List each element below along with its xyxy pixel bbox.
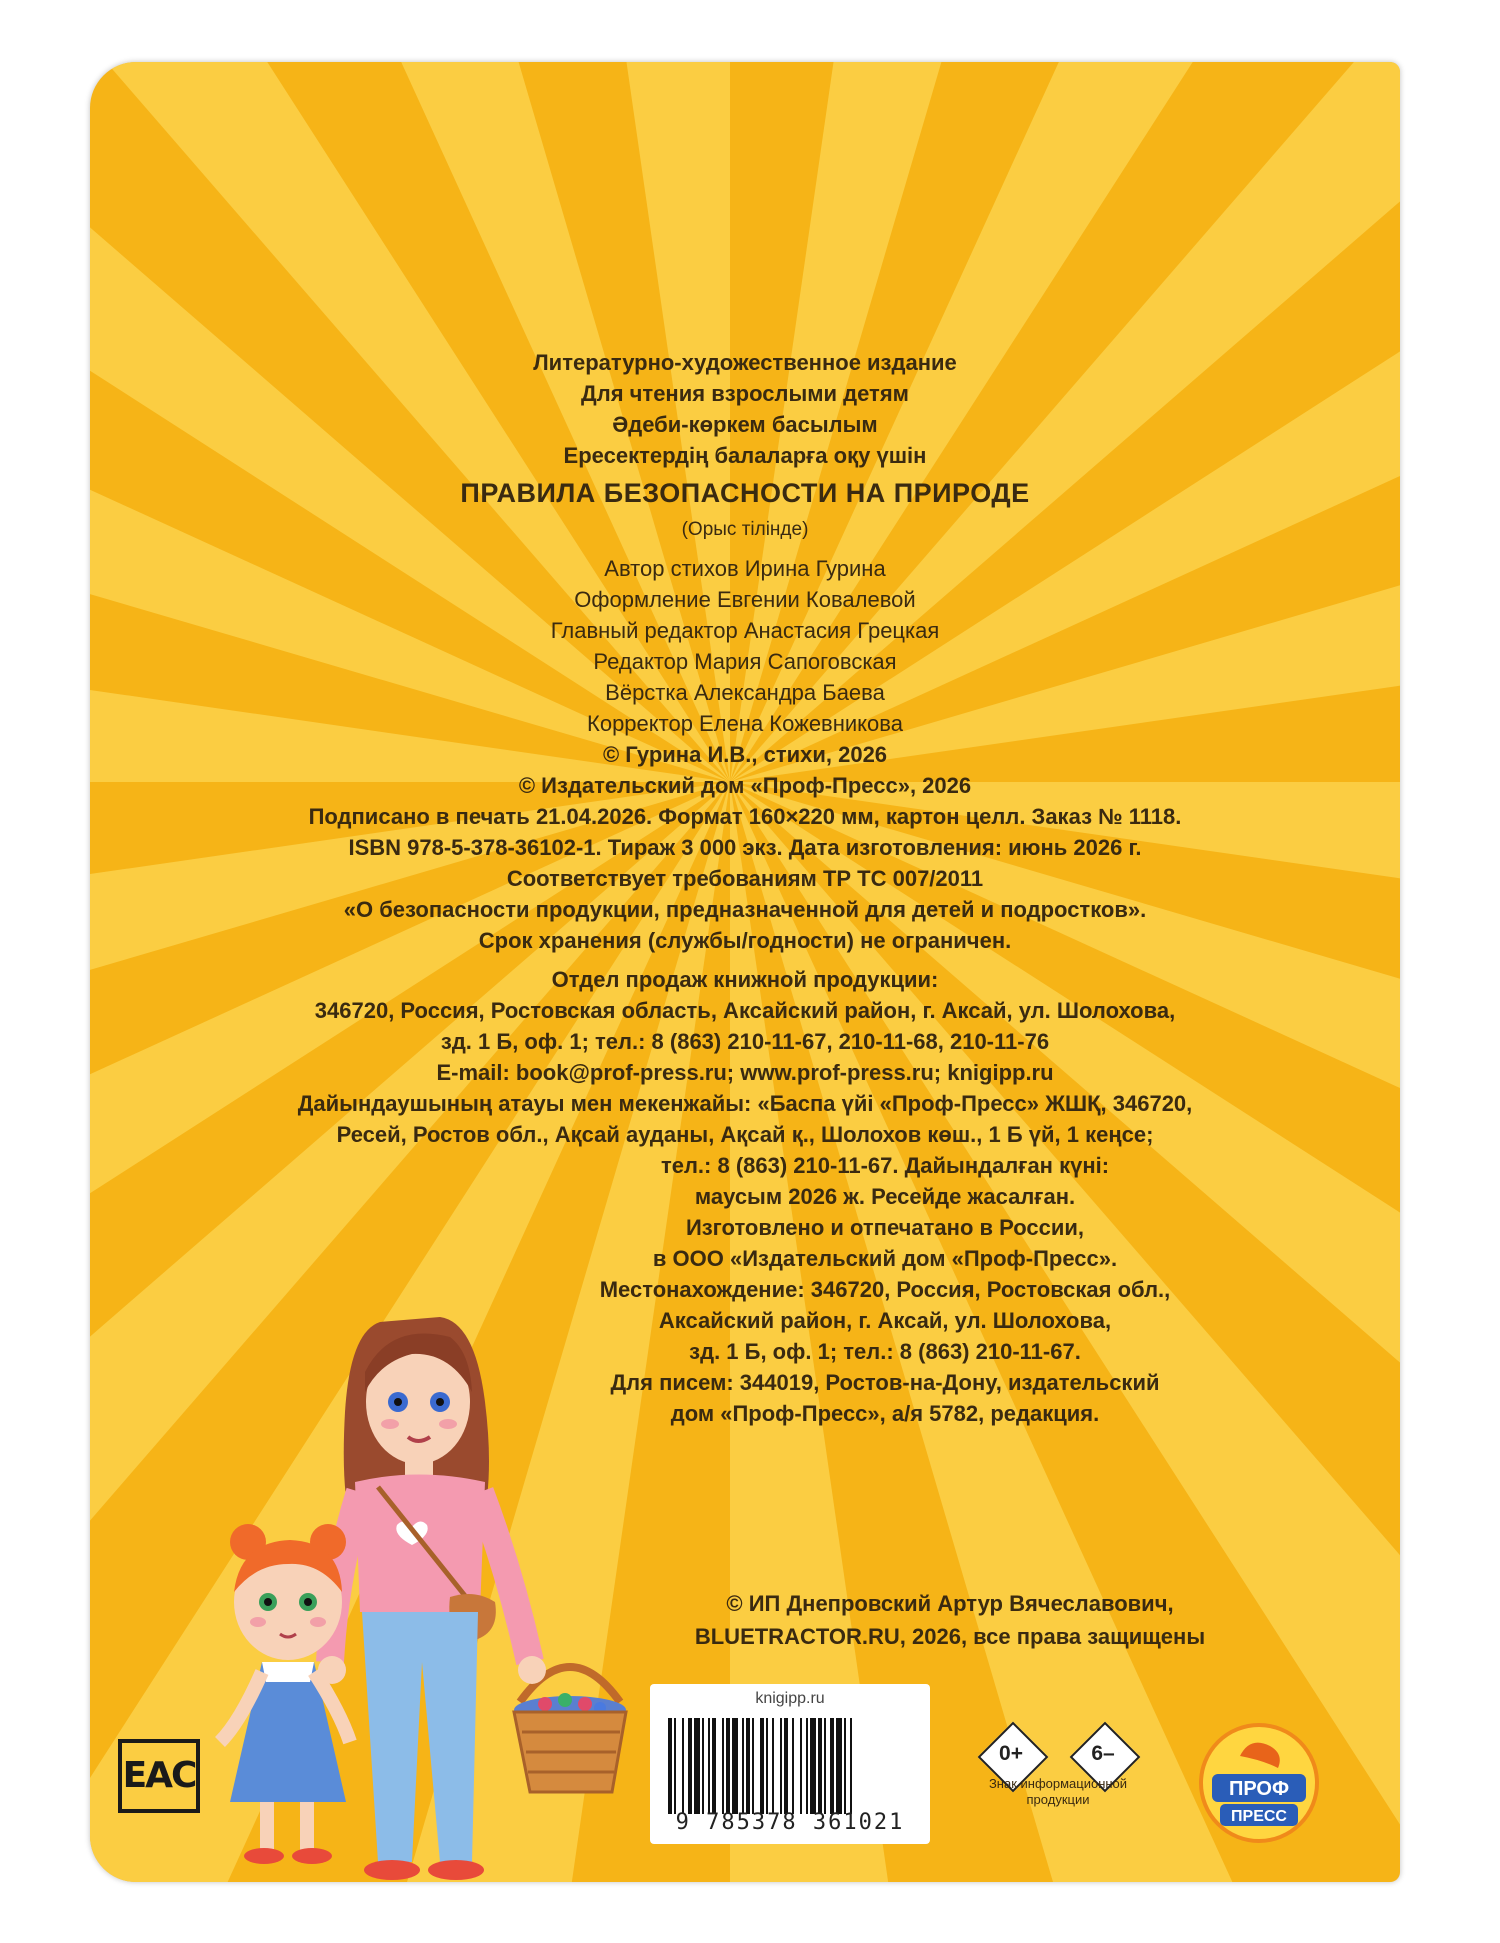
barcode-bar bbox=[708, 1718, 710, 1814]
logo-bottom-text: ПРЕСС bbox=[1231, 1808, 1287, 1825]
barcode-bar bbox=[844, 1718, 846, 1814]
barcode-bar bbox=[784, 1718, 788, 1814]
storage-line: Срок хранения (службы/годности) не ограничен. bbox=[478, 928, 1012, 953]
barcode-bar bbox=[800, 1718, 802, 1814]
letters-address-2: дом «Проф-Пресс», а/я 5782, редакция. bbox=[670, 1401, 1100, 1426]
barcode-site: knigipp.ru bbox=[755, 1690, 825, 1707]
credit-author: Автор стихов Ирина Гурина bbox=[604, 556, 886, 581]
copyright-poems: © Гурина И.В., стихи, 2026 bbox=[602, 742, 888, 767]
barcode-bar bbox=[712, 1718, 716, 1814]
barcode-bar bbox=[760, 1718, 764, 1814]
kz-manufacturer-4: маусым 2026 ж. Ресейде жасалған. bbox=[694, 1184, 1076, 1209]
barcode-number: 9 785378 361021 bbox=[675, 1810, 905, 1835]
book-title: ПРАВИЛА БЕЗОПАСНОСТИ НА ПРИРОДЕ bbox=[460, 478, 1030, 508]
mother-and-daughter-illustration bbox=[150, 1242, 670, 1882]
barcode bbox=[650, 1684, 930, 1844]
print-details: Подписано в печать 21.04.2026. Формат 160×220 мм, картон целл. Заказ № 1118. bbox=[308, 804, 1182, 829]
made-in-2: в ООО «Издательский дом «Проф-Пресс». bbox=[652, 1246, 1118, 1271]
barcode-bar bbox=[792, 1718, 794, 1814]
mother-figure bbox=[318, 1317, 546, 1880]
barcode-bar bbox=[752, 1718, 754, 1814]
barcode-bar bbox=[702, 1718, 704, 1814]
barcode-bar bbox=[746, 1718, 750, 1814]
barcode-bar bbox=[682, 1718, 684, 1814]
illustration-copyright-line1: © ИП Днепровский Артур Вячеславович, bbox=[726, 1591, 1174, 1616]
barcode-bar bbox=[668, 1718, 672, 1814]
barcode-bars bbox=[666, 1718, 914, 1814]
sales-heading: Отдел продаж книжной продукции: bbox=[551, 967, 939, 992]
kz-manufacturer-1: Дайындаушының атауы мен мекенжайы: «Баспа үйі «Проф-Пресс» ЖШҚ, 346720, bbox=[297, 1091, 1193, 1116]
eac-mark: ЕАС bbox=[118, 1739, 200, 1813]
barcode-bar bbox=[766, 1718, 768, 1814]
credit-chief-editor: Главный редактор Анастасия Грецкая bbox=[550, 618, 940, 643]
illustration-copyright bbox=[630, 1587, 1270, 1653]
barcode-bar bbox=[674, 1718, 676, 1814]
barcode-bar bbox=[836, 1718, 842, 1814]
sales-address-2: зд. 1 Б, оф. 1; тел.: 8 (863) 210-11-67, 210-11-68, 210-11-76 bbox=[440, 1029, 1050, 1054]
reading-note-kz: Ересектердің балаларға оқу үшін bbox=[563, 443, 927, 468]
prof-press-logo bbox=[1198, 1722, 1320, 1844]
barcode-bar bbox=[824, 1718, 826, 1814]
sales-contacts: E-mail: book@prof-press.ru; www.prof-press.ru; knigipp.ru bbox=[436, 1060, 1054, 1085]
age-rating-6-label: 6– bbox=[1091, 1742, 1115, 1765]
letters-address-1: Для писем: 344019, Ростов-на-Дону, издательский bbox=[610, 1370, 1160, 1395]
age-rating-0-label: 0+ bbox=[999, 1742, 1023, 1765]
barcode-bar bbox=[810, 1718, 816, 1814]
edition-type-kz: Әдеби-көркем басылым bbox=[612, 412, 878, 437]
barcode-bar bbox=[818, 1718, 822, 1814]
logo-top-text: ПРОФ bbox=[1228, 1778, 1290, 1800]
location-1: Местонахождение: 346720, Россия, Ростовская обл., bbox=[599, 1277, 1171, 1302]
book-back-cover bbox=[90, 62, 1400, 1882]
illustration-copyright-line2: BLUETRACTOR.RU, 2026, все права защищены bbox=[694, 1624, 1206, 1649]
barcode-bar bbox=[742, 1718, 744, 1814]
copyright-publisher: © Издательский дом «Проф-Пресс», 2026 bbox=[518, 773, 972, 798]
sales-address-1: 346720, Россия, Ростовская область, Аксайский район, г. Аксай, ул. Шолохова, bbox=[314, 998, 1176, 1023]
reading-note-ru: Для чтения взрослыми детям bbox=[581, 381, 909, 406]
basket-icon bbox=[514, 1667, 626, 1792]
credit-proofreader: Корректор Елена Кожевникова bbox=[587, 711, 903, 736]
barcode-bar bbox=[732, 1718, 738, 1814]
location-3: зд. 1 Б, оф. 1; тел.: 8 (863) 210-11-67. bbox=[689, 1339, 1081, 1364]
barcode-bar bbox=[780, 1718, 782, 1814]
compliance-line: Соответствует требованиям ТР ТС 007/2011 bbox=[506, 866, 984, 891]
credit-editor: Редактор Мария Сапоговская bbox=[593, 649, 897, 674]
kz-manufacturer-3: тел.: 8 (863) 210-11-67. Дайындалған күні: bbox=[660, 1153, 1110, 1178]
edition-type-ru: Литературно-художественное издание bbox=[533, 350, 957, 375]
barcode-bar bbox=[726, 1718, 730, 1814]
info-product-sign-caption: Знак информационной продукции bbox=[988, 1776, 1128, 1807]
barcode-bar bbox=[722, 1718, 724, 1814]
daughter-figure bbox=[220, 1524, 350, 1864]
barcode-bar bbox=[830, 1718, 834, 1814]
barcode-bar bbox=[772, 1718, 774, 1814]
barcode-bar bbox=[688, 1718, 692, 1814]
made-in-1: Изготовлено и отпечатано в России, bbox=[685, 1215, 1085, 1240]
kz-manufacturer-2: Ресей, Ростов обл., Ақсай ауданы, Ақсай қ., Шолохов көш., 1 Б үй, 1 кеңсе; bbox=[336, 1122, 1154, 1147]
barcode-bar bbox=[850, 1718, 852, 1814]
barcode-bar bbox=[694, 1718, 700, 1814]
isbn-line: ISBN 978-5-378-36102-1. Тираж 3 000 экз. Дата изготовления: июнь 2026 г. bbox=[348, 835, 1142, 860]
location-2: Аксайский район, г. Аксай, ул. Шолохова, bbox=[658, 1308, 1112, 1333]
credit-design: Оформление Евгении Ковалевой bbox=[574, 587, 916, 612]
language-note: (Орыс тілінде) bbox=[681, 519, 809, 540]
compliance-title: «О безопасности продукции, предназначенной для детей и подростков». bbox=[343, 897, 1147, 922]
credit-layout: Вёрстка Александра Баева bbox=[605, 680, 885, 705]
barcode-bar bbox=[806, 1718, 808, 1814]
